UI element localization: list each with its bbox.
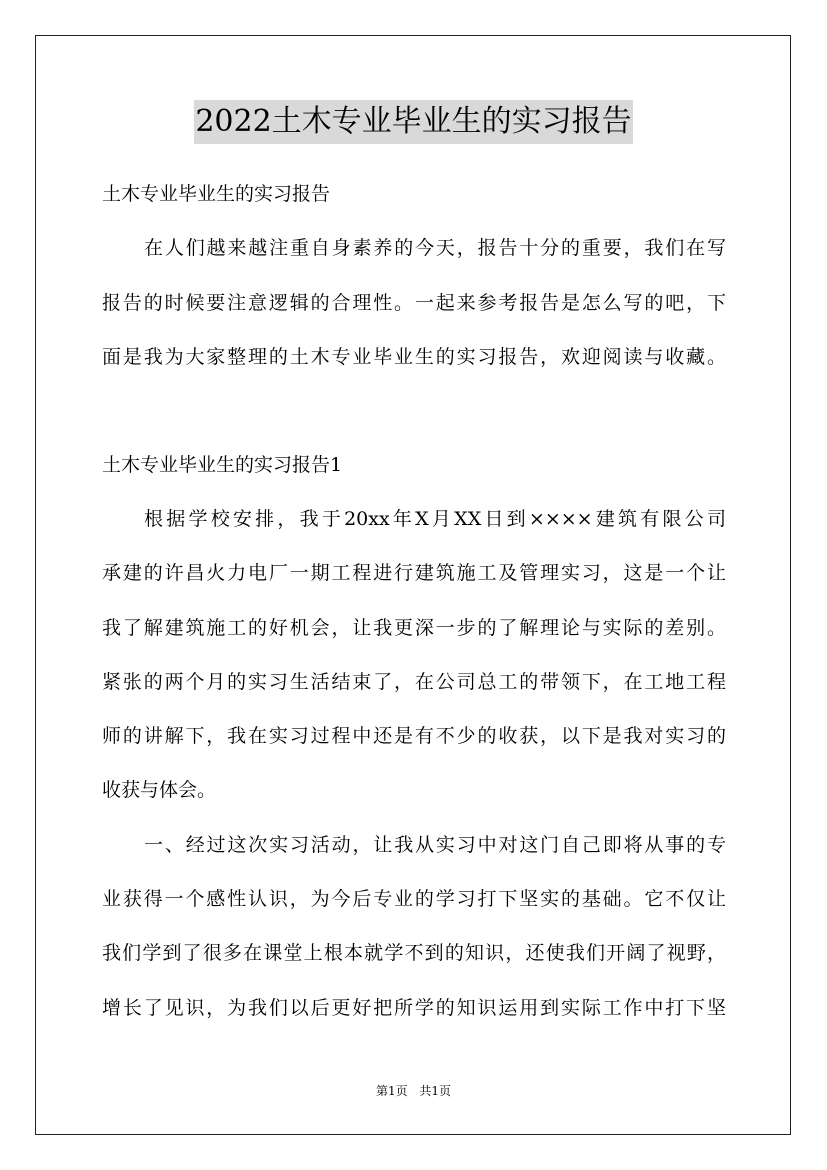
paragraph-line: 我们学到了很多在课堂上根本就学不到的知识，还使我们开阔了视野， xyxy=(102,942,726,964)
paragraph-line: 根据学校安排，我于20xx年X月XX日到××××建筑有限公司 xyxy=(144,508,726,530)
paragraph-line: 师的讲解下，我在实习过程中还是有不少的收获，以下是我对实习的 xyxy=(102,725,726,747)
title-wrap xyxy=(0,100,827,144)
page-number: 第1页 xyxy=(375,1084,408,1098)
paragraph-line: 一、经过这次实习活动，让我从实习中对这门自己即将从事的专 xyxy=(144,834,726,856)
paragraph-line: 紧张的两个月的实习生活结束了，在公司总工的带领下，在工地工程 xyxy=(102,671,726,693)
paragraph-line: 报告的时候要注意逻辑的合理性。一起来参考报告是怎么写的吧，下 xyxy=(102,292,726,314)
paragraph-line: 收获与体会。 xyxy=(102,779,217,801)
section-heading: 土木专业毕业生的实习报告 xyxy=(102,183,331,205)
document-title: 2022土木专业毕业生的实习报告 xyxy=(194,100,632,144)
page-footer xyxy=(0,1083,827,1099)
paragraph-line: 面是我为大家整理的土木专业毕业生的实习报告，欢迎阅读与收藏。 xyxy=(102,346,726,368)
paragraph-line: 增长了见识，为我们以后更好把所学的知识运用到实际工作中打下坚 xyxy=(102,997,726,1019)
section-heading: 土木专业毕业生的实习报告1 xyxy=(102,454,343,476)
paragraph-line: 业获得一个感性认识，为今后专业的学习打下坚实的基础。它不仅让 xyxy=(102,888,726,910)
paragraph-line: 承建的许昌火力电厂一期工程进行建筑施工及管理实习，这是一个让 xyxy=(102,562,726,584)
paragraph-line: 在人们越来越注重自身素养的今天，报告十分的重要，我们在写 xyxy=(144,237,726,259)
page-total: 共1页 xyxy=(419,1084,452,1098)
paragraph-line: 我了解建筑施工的好机会，让我更深一步的了解理论与实际的差别。 xyxy=(102,617,726,639)
